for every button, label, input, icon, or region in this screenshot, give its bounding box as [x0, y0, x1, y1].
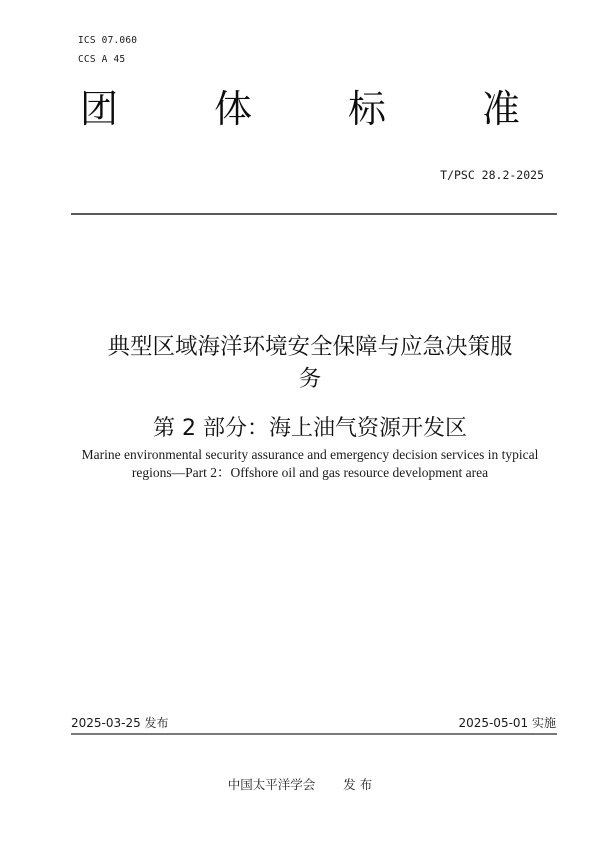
standard-type-char: 团: [80, 87, 119, 131]
ccs-code: CCS A 45: [78, 54, 126, 65]
issue-date: 2025-03-25 发布: [71, 716, 169, 730]
standard-type-char: 标: [347, 87, 386, 131]
english-title-line-1: Marine environmental security assurance and emergency decision services in typical: [81, 447, 539, 462]
bottom-divider: [71, 733, 557, 735]
top-divider: [71, 213, 557, 215]
publisher-action: 发 布: [343, 777, 373, 792]
publisher-name: 中国太平洋学会: [227, 777, 316, 792]
ics-code: ICS 07.060: [78, 35, 138, 46]
standard-type-char: 体: [213, 87, 252, 131]
standard-number: T/PSC 28.2-2025: [440, 168, 544, 182]
chinese-title-line-1: 典型区域海洋环境安全保障与应急决策服: [107, 334, 513, 360]
standard-type-char: 准: [481, 87, 520, 131]
standard-type-heading: [80, 86, 520, 132]
chinese-title-line-2: 务: [298, 366, 322, 392]
chinese-title: [60, 331, 560, 395]
part-title: 第 2 部分：海上油气资源开发区: [153, 416, 467, 441]
publisher-line: [0, 775, 600, 793]
english-title: [60, 446, 560, 482]
implementation-date: 2025-05-01 实施: [458, 716, 556, 730]
english-title-line-2: regions—Part 2：Offshore oil and gas resource development area: [131, 465, 489, 480]
